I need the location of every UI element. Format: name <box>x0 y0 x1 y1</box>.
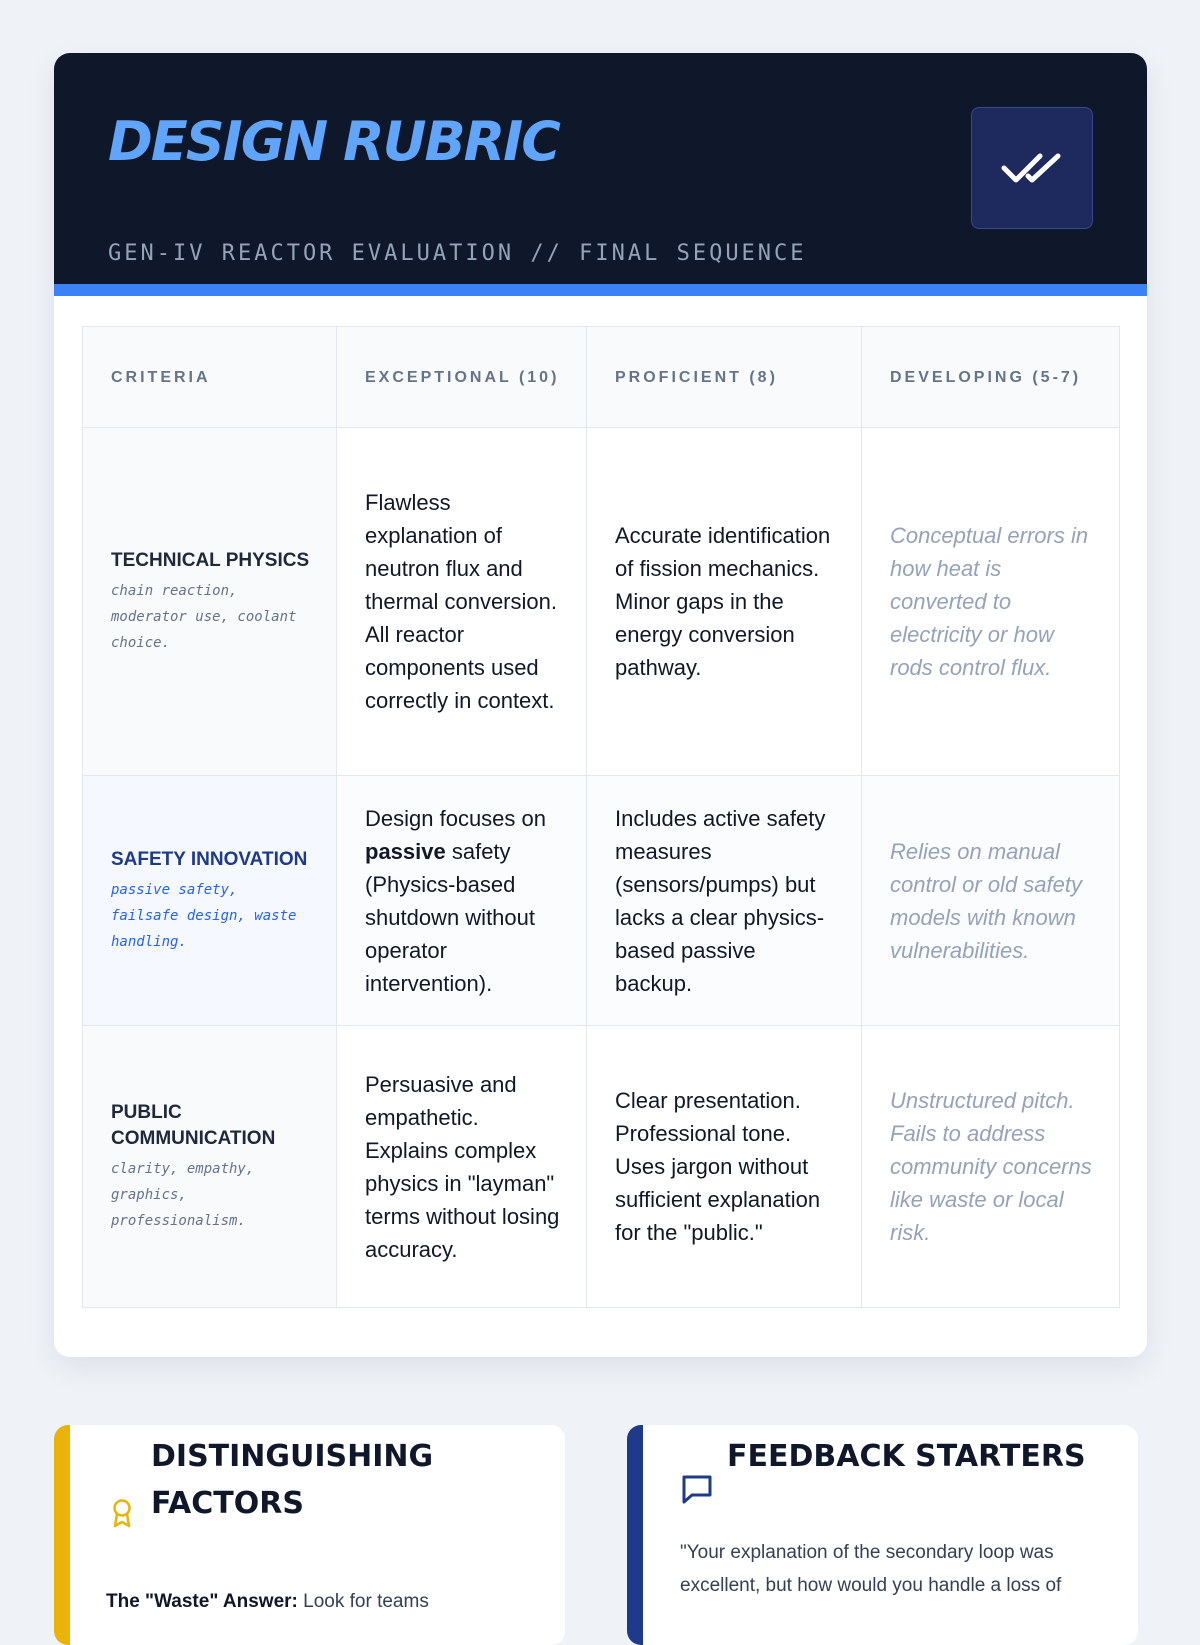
column-header-developing: DEVELOPING (5-7) <box>862 327 1120 428</box>
status-badge <box>971 107 1093 229</box>
developing-cell: Relies on manual control or old safety models with known vulnerabilities. <box>862 776 1120 1026</box>
exceptional-text-end: safety (Physics-based shutdown without operator intervention). <box>365 838 535 996</box>
table-row <box>83 776 1120 1026</box>
feedback-starters-panel <box>627 1425 1138 1645</box>
award-ribbon-icon <box>111 1498 133 1528</box>
table-row <box>83 428 1120 776</box>
criterion-name: SAFETY INNOVATION <box>111 848 308 870</box>
proficient-cell: Includes active safety measures (sensors/pumps) but lacks a clear physics-based passive backup. <box>587 776 862 1026</box>
panel-accent-bar <box>627 1425 643 1645</box>
proficient-cell: Clear presentation. Professional tone. Uses jargon without sufficient explanation for the "public." <box>587 1026 862 1308</box>
rubric-table <box>82 326 1120 1308</box>
table-row <box>83 1026 1120 1308</box>
criterion-cell <box>83 1026 337 1308</box>
rubric-card <box>54 53 1147 1357</box>
panel-body-lead: The "Waste" Answer: <box>106 1591 298 1612</box>
proficient-cell: Accurate identification of fission mechanics. Minor gaps in the energy conversion pathway. <box>587 428 862 776</box>
page-title: DESIGN RUBRIC <box>108 110 559 173</box>
panel-body <box>106 1585 536 1618</box>
developing-cell: Unstructured pitch. Fails to address community concerns like waste or local risk. <box>862 1026 1120 1308</box>
criterion-cell <box>83 776 337 1026</box>
column-header-criteria: CRITERIA <box>83 327 337 428</box>
column-header-exceptional: EXCEPTIONAL (10) <box>337 327 587 428</box>
panel-title: FEEDBACK STARTERS <box>727 1439 1086 1474</box>
distinguishing-factors-panel <box>54 1425 565 1645</box>
criterion-name: PUBLIC COMMUNICATION <box>111 1101 276 1149</box>
criterion-cell <box>83 428 337 776</box>
exceptional-emphasis: passive <box>365 838 446 864</box>
panel-accent-bar <box>54 1425 70 1645</box>
panel-body-text: Look for teams <box>297 1591 429 1612</box>
double-check-icon <box>1000 148 1064 188</box>
page-subtitle: GEN-IV REACTOR EVALUATION // FINAL SEQUENCE <box>108 241 807 266</box>
criterion-note: passive safety, failsafe design, waste handling. <box>111 881 297 950</box>
table-header-row <box>83 327 1120 428</box>
exceptional-cell <box>337 776 587 1026</box>
panel-body: "Your explanation of the secondary loop was excellent, but how would you handle a loss of <box>680 1542 1062 1596</box>
column-header-proficient: PROFICIENT (8) <box>587 327 862 428</box>
exceptional-text-start: Design focuses on <box>365 805 546 831</box>
criterion-note: chain reaction, moderator use, coolant choice. <box>111 582 297 651</box>
rubric-header <box>54 53 1147 296</box>
speech-bubble-icon <box>680 1473 714 1505</box>
panel-title: DISTINGUISHING FACTORS <box>151 1439 434 1521</box>
exceptional-cell: Persuasive and empathetic. Explains complex physics in "layman" terms without losing accuracy. <box>337 1026 587 1308</box>
criterion-name: TECHNICAL PHYSICS <box>111 549 310 571</box>
exceptional-cell: Flawless explanation of neutron flux and thermal conversion. All reactor components used correctly in context. <box>337 428 587 776</box>
developing-cell: Conceptual errors in how heat is converted to electricity or how rods control flux. <box>862 428 1120 776</box>
criterion-note: clarity, empathy, graphics, professionalism. <box>111 1160 255 1229</box>
